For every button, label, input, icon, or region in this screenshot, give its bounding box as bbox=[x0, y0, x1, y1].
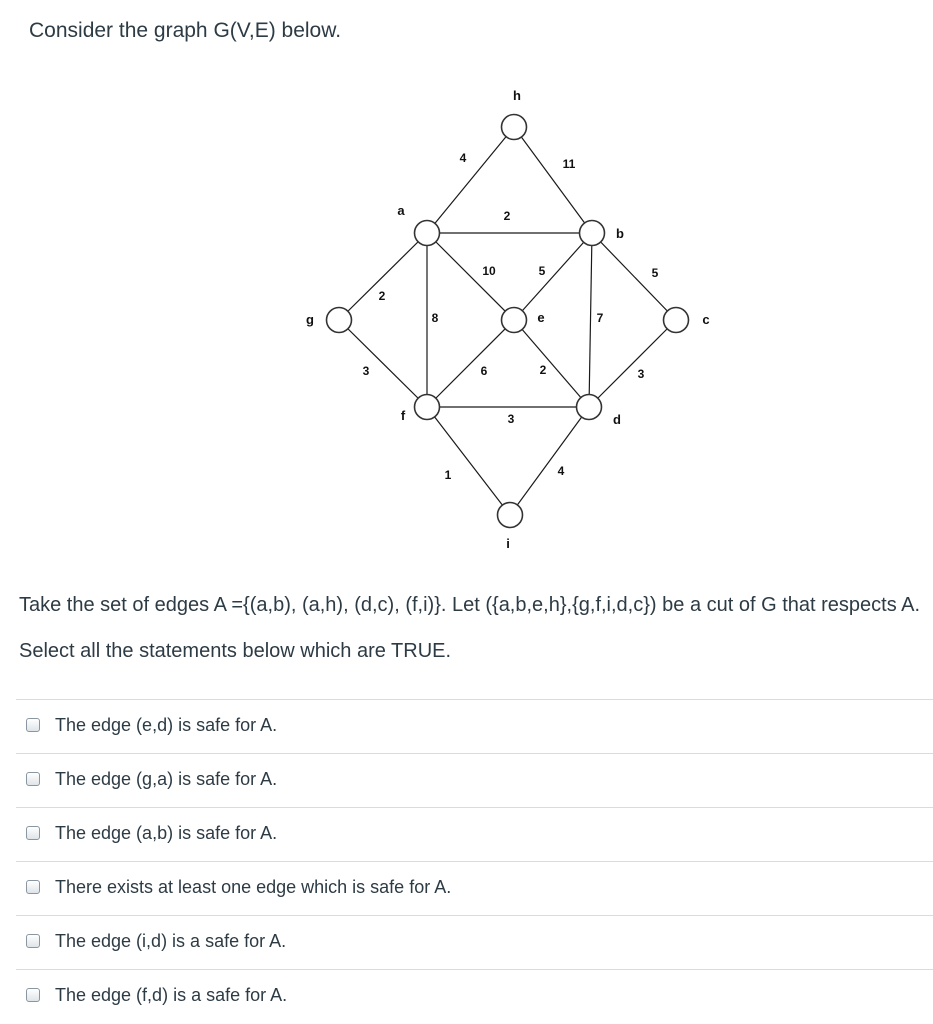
edge-weight-f-i: 1 bbox=[444, 468, 452, 482]
answer-checkbox-5[interactable] bbox=[26, 934, 40, 948]
answer-option-2[interactable] bbox=[16, 753, 933, 807]
edge-b-d bbox=[589, 233, 592, 407]
answer-label-1[interactable]: The edge (e,d) is safe for A. bbox=[55, 715, 278, 735]
answer-checkbox-2[interactable] bbox=[26, 772, 40, 786]
answer-label-5[interactable]: The edge (i,d) is a safe for A. bbox=[55, 931, 287, 951]
answer-list bbox=[16, 699, 933, 1023]
edge-weight-f-d: 3 bbox=[507, 412, 515, 426]
edge-b-c bbox=[592, 233, 676, 320]
node-label-d: d bbox=[613, 412, 621, 427]
edge-g-f bbox=[339, 320, 427, 407]
edge-weight-a-h: 4 bbox=[459, 151, 467, 165]
answer-option-5[interactable] bbox=[16, 915, 933, 969]
answer-label-2[interactable]: The edge (g,a) is safe for A. bbox=[55, 769, 278, 789]
node-b bbox=[580, 221, 605, 246]
answer-label-4[interactable]: There exists at least one edge which is safe for A. bbox=[55, 877, 452, 897]
node-label-i: i bbox=[506, 536, 510, 551]
node-a bbox=[415, 221, 440, 246]
node-label-h: h bbox=[513, 88, 521, 103]
edge-b-e bbox=[514, 233, 592, 320]
node-d bbox=[577, 395, 602, 420]
answer-option-6[interactable] bbox=[16, 969, 933, 1023]
edge-weight-a-e: 10 bbox=[482, 264, 496, 278]
node-i bbox=[498, 503, 523, 528]
question-prompt: Consider the graph G(V,E) below. bbox=[29, 19, 342, 42]
node-f bbox=[415, 395, 440, 420]
edge-weight-b-c: 5 bbox=[651, 266, 659, 280]
node-label-c: c bbox=[702, 312, 710, 327]
answer-checkbox-3[interactable] bbox=[26, 826, 40, 840]
node-label-b: b bbox=[616, 226, 624, 241]
instruction-text: Select all the statements below which are TRUE. bbox=[19, 640, 452, 662]
answer-option-4[interactable] bbox=[16, 861, 933, 915]
edge-f-e bbox=[427, 320, 514, 407]
node-label-f: f bbox=[400, 408, 406, 423]
edge-weight-a-b: 2 bbox=[503, 209, 511, 223]
edge-weight-b-d: 7 bbox=[596, 311, 604, 325]
edge-a-e bbox=[427, 233, 514, 320]
edge-weight-d-c: 3 bbox=[637, 367, 645, 381]
edge-a-g bbox=[339, 233, 427, 320]
edge-d-c bbox=[589, 320, 676, 407]
edge-e-d bbox=[514, 320, 589, 407]
edge-a-h bbox=[427, 127, 514, 233]
node-label-g: g bbox=[306, 312, 314, 327]
edge-d-i bbox=[507, 407, 589, 515]
answer-checkbox-4[interactable] bbox=[26, 880, 40, 894]
answer-checkbox-1[interactable] bbox=[26, 718, 40, 732]
edge-weight-e-d: 2 bbox=[539, 363, 547, 377]
node-e bbox=[502, 308, 527, 333]
node-g bbox=[327, 308, 352, 333]
cut-statement: Take the set of edges A ={(a,b), (a,h), (d,c), (f,i)}. Let ({a,b,e,h},{g,f,i,d,c}) be a cut of G that respects A. bbox=[19, 594, 921, 616]
edge-weight-a-g: 2 bbox=[378, 289, 386, 303]
node-c bbox=[664, 308, 689, 333]
answer-option-3[interactable] bbox=[16, 807, 933, 861]
edge-weight-a-f: 8 bbox=[431, 311, 439, 325]
answer-label-3[interactable]: The edge (a,b) is safe for A. bbox=[55, 823, 278, 843]
edge-weight-f-e: 6 bbox=[480, 364, 488, 378]
node-h bbox=[502, 115, 527, 140]
answer-checkbox-6[interactable] bbox=[26, 988, 40, 1002]
edge-weight-d-i: 4 bbox=[557, 464, 565, 478]
edge-f-i bbox=[427, 407, 510, 515]
node-label-e: e bbox=[537, 310, 545, 325]
edge-h-b bbox=[514, 127, 592, 233]
answer-label-6[interactable]: The edge (f,d) is a safe for A. bbox=[55, 985, 288, 1005]
edge-weight-b-e: 5 bbox=[538, 264, 546, 278]
node-label-a: a bbox=[397, 203, 405, 218]
edge-weight-h-b: 11 bbox=[562, 157, 576, 171]
edge-weight-g-f: 3 bbox=[362, 364, 370, 378]
answer-option-1[interactable] bbox=[16, 699, 933, 753]
